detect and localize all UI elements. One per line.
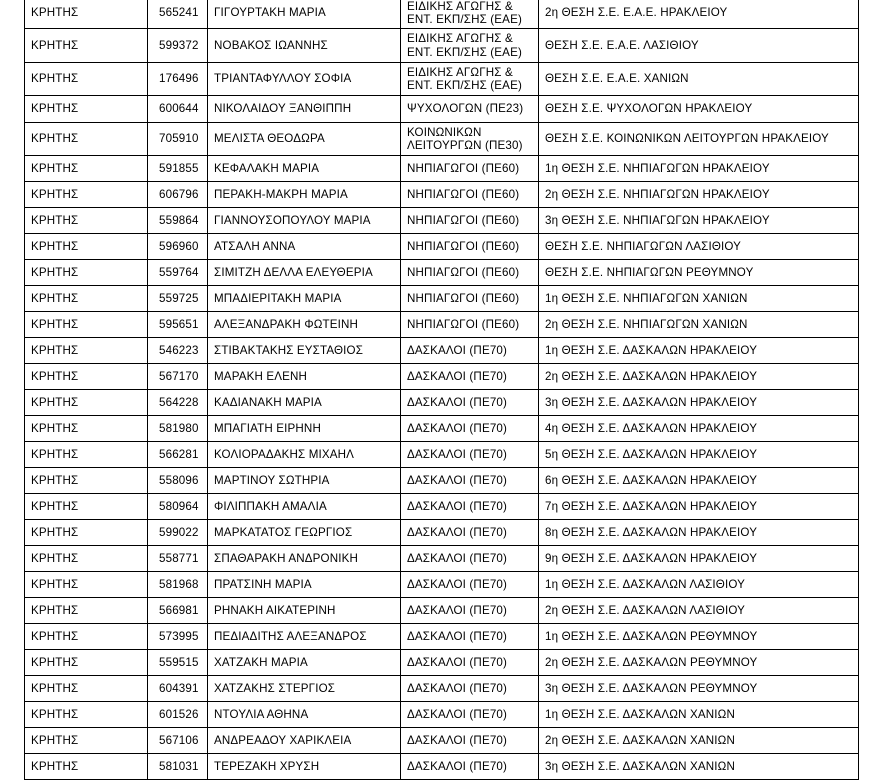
- name-cell: ΣΠΑΘΑΡΑΚΗ ΑΝΔΡΟΝΙΚΗ: [208, 546, 401, 572]
- code-cell: 599372: [148, 29, 208, 63]
- specialty-cell: ΝΗΠΙΑΓΩΓΟΙ (ΠΕ60): [401, 182, 539, 208]
- specialty-cell: ΔΑΣΚΑΛΟΙ (ΠΕ70): [401, 598, 539, 624]
- table-row: [25, 494, 859, 520]
- specialty-cell: ΝΗΠΙΑΓΩΓΟΙ (ΠΕ60): [401, 234, 539, 260]
- position-cell: ΘΕΣΗ Σ.Ε. ΝΗΠΙΑΓΩΓΩΝ ΛΑΣΙΘΙΟΥ: [539, 234, 859, 260]
- table-row: [25, 234, 859, 260]
- position-cell: 3η ΘΕΣΗ Σ.Ε. ΔΑΣΚΑΛΩΝ ΗΡΑΚΛΕΙΟΥ: [539, 390, 859, 416]
- specialty-cell: ΕΙΔΙΚΗΣ ΑΓΩΓΗΣ & ΕΝΤ. ΕΚΠ/ΣΗΣ (ΕΑΕ): [401, 0, 539, 29]
- table-row: [25, 572, 859, 598]
- table-row: [25, 312, 859, 338]
- code-cell: 581031: [148, 754, 208, 780]
- table-row: [25, 390, 859, 416]
- specialty-cell: ΔΑΣΚΑΛΟΙ (ΠΕ70): [401, 390, 539, 416]
- name-cell: ΝΟΒΑΚΟΣ ΙΩΑΝΝΗΣ: [208, 29, 401, 63]
- specialty-cell: ΔΑΣΚΑΛΟΙ (ΠΕ70): [401, 702, 539, 728]
- position-cell: ΘΕΣΗ Σ.Ε. Ε.Α.Ε. ΛΑΣΙΘΙΟΥ: [539, 29, 859, 63]
- region-cell: ΚΡΗΤΗΣ: [25, 468, 148, 494]
- code-cell: 573995: [148, 624, 208, 650]
- position-cell: 2η ΘΕΣΗ Σ.Ε. ΔΑΣΚΑΛΩΝ ΗΡΑΚΛΕΙΟΥ: [539, 364, 859, 390]
- table-row: [25, 702, 859, 728]
- code-cell: 604391: [148, 676, 208, 702]
- position-cell: 3η ΘΕΣΗ Σ.Ε. ΔΑΣΚΑΛΩΝ ΡΕΘΥΜΝΟΥ: [539, 676, 859, 702]
- region-cell: ΚΡΗΤΗΣ: [25, 208, 148, 234]
- region-cell: ΚΡΗΤΗΣ: [25, 676, 148, 702]
- specialty-cell: ΔΑΣΚΑΛΟΙ (ΠΕ70): [401, 338, 539, 364]
- specialty-cell: ΔΑΣΚΑΛΟΙ (ΠΕ70): [401, 572, 539, 598]
- code-cell: 606796: [148, 182, 208, 208]
- specialty-cell: ΝΗΠΙΑΓΩΓΟΙ (ΠΕ60): [401, 312, 539, 338]
- code-cell: 559515: [148, 650, 208, 676]
- specialty-cell: ΔΑΣΚΑΛΟΙ (ΠΕ70): [401, 494, 539, 520]
- region-cell: ΚΡΗΤΗΣ: [25, 624, 148, 650]
- specialty-cell: ΕΙΔΙΚΗΣ ΑΓΩΓΗΣ & ΕΝΤ. ΕΚΠ/ΣΗΣ (ΕΑΕ): [401, 63, 539, 96]
- position-cell: 6η ΘΕΣΗ Σ.Ε. ΔΑΣΚΑΛΩΝ ΗΡΑΚΛΕΙΟΥ: [539, 468, 859, 494]
- position-cell: 2η ΘΕΣΗ Σ.Ε. ΔΑΣΚΑΛΩΝ ΡΕΘΥΜΝΟΥ: [539, 650, 859, 676]
- position-cell: 2η ΘΕΣΗ Σ.Ε. ΝΗΠΙΑΓΩΓΩΝ ΧΑΝΙΩΝ: [539, 312, 859, 338]
- specialty-cell: ΔΑΣΚΑΛΟΙ (ΠΕ70): [401, 546, 539, 572]
- code-cell: 546223: [148, 338, 208, 364]
- position-cell: 2η ΘΕΣΗ Σ.Ε. Ε.Α.Ε. ΗΡΑΚΛΕΙΟΥ: [539, 0, 859, 29]
- position-cell: 4η ΘΕΣΗ Σ.Ε. ΔΑΣΚΑΛΩΝ ΗΡΑΚΛΕΙΟΥ: [539, 416, 859, 442]
- code-cell: 565241: [148, 0, 208, 29]
- specialty-cell: ΝΗΠΙΑΓΩΓΟΙ (ΠΕ60): [401, 260, 539, 286]
- name-cell: ΑΛΕΞΑΝΔΡΑΚΗ ΦΩΤΕΙΝΗ: [208, 312, 401, 338]
- code-cell: 595651: [148, 312, 208, 338]
- specialty-cell: ΔΑΣΚΑΛΟΙ (ΠΕ70): [401, 728, 539, 754]
- code-cell: 566981: [148, 598, 208, 624]
- specialty-cell: ΔΑΣΚΑΛΟΙ (ΠΕ70): [401, 520, 539, 546]
- position-cell: 2η ΘΕΣΗ Σ.Ε. ΝΗΠΙΑΓΩΓΩΝ ΗΡΑΚΛΕΙΟΥ: [539, 182, 859, 208]
- code-cell: 600644: [148, 96, 208, 123]
- position-cell: 7η ΘΕΣΗ Σ.Ε. ΔΑΣΚΑΛΩΝ ΗΡΑΚΛΕΙΟΥ: [539, 494, 859, 520]
- table-row: [25, 0, 859, 29]
- table-row: [25, 676, 859, 702]
- table-row: [25, 29, 859, 63]
- table-row: [25, 624, 859, 650]
- region-cell: ΚΡΗΤΗΣ: [25, 260, 148, 286]
- specialty-cell: ΔΑΣΚΑΛΟΙ (ΠΕ70): [401, 650, 539, 676]
- name-cell: ΝΤΟΥΛΙΑ ΑΘΗΝΑ: [208, 702, 401, 728]
- specialty-cell: ΨΥΧΟΛΟΓΩΝ (ΠΕ23): [401, 96, 539, 123]
- name-cell: ΚΟΛΙΟΡΑΔΑΚΗΣ ΜΙΧΑΗΛ: [208, 442, 401, 468]
- name-cell: ΜΑΡΚΑΤΑΤΟΣ ΓΕΩΡΓΙΟΣ: [208, 520, 401, 546]
- position-cell: 3η ΘΕΣΗ Σ.Ε. ΝΗΠΙΑΓΩΓΩΝ ΗΡΑΚΛΕΙΟΥ: [539, 208, 859, 234]
- position-cell: ΘΕΣΗ Σ.Ε. ΚΟΙΝΩΝΙΚΩΝ ΛΕΙΤΟΥΡΓΩΝ ΗΡΑΚΛΕΙΟΥ: [539, 123, 859, 156]
- code-cell: 567170: [148, 364, 208, 390]
- name-cell: ΤΡΙΑΝΤΑΦΥΛΛΟΥ ΣΟΦΙΑ: [208, 63, 401, 96]
- table-row: [25, 123, 859, 156]
- name-cell: ΜΑΡΑΚΗ ΕΛΕΝΗ: [208, 364, 401, 390]
- code-cell: 559725: [148, 286, 208, 312]
- specialty-cell: ΔΑΣΚΑΛΟΙ (ΠΕ70): [401, 468, 539, 494]
- region-cell: ΚΡΗΤΗΣ: [25, 234, 148, 260]
- position-cell: 1η ΘΕΣΗ Σ.Ε. ΔΑΣΚΑΛΩΝ ΧΑΝΙΩΝ: [539, 702, 859, 728]
- specialty-cell: ΝΗΠΙΑΓΩΓΟΙ (ΠΕ60): [401, 156, 539, 182]
- code-cell: 581980: [148, 416, 208, 442]
- region-cell: ΚΡΗΤΗΣ: [25, 650, 148, 676]
- code-cell: 559764: [148, 260, 208, 286]
- region-cell: ΚΡΗΤΗΣ: [25, 123, 148, 156]
- position-cell: 1η ΘΕΣΗ Σ.Ε. ΔΑΣΚΑΛΩΝ ΛΑΣΙΘΙΟΥ: [539, 572, 859, 598]
- table-row: [25, 546, 859, 572]
- code-cell: 596960: [148, 234, 208, 260]
- region-cell: ΚΡΗΤΗΣ: [25, 312, 148, 338]
- region-cell: ΚΡΗΤΗΣ: [25, 702, 148, 728]
- specialty-cell: ΔΑΣΚΑΛΟΙ (ΠΕ70): [401, 624, 539, 650]
- name-cell: ΜΑΡΤΙΝΟΥ ΣΩΤΗΡΙΑ: [208, 468, 401, 494]
- position-cell: 3η ΘΕΣΗ Σ.Ε. ΔΑΣΚΑΛΩΝ ΧΑΝΙΩΝ: [539, 754, 859, 780]
- code-cell: 591855: [148, 156, 208, 182]
- region-cell: ΚΡΗΤΗΣ: [25, 182, 148, 208]
- table-row: [25, 364, 859, 390]
- name-cell: ΧΑΤΖΑΚΗΣ ΣΤΕΡΓΙΟΣ: [208, 676, 401, 702]
- specialty-cell: ΔΑΣΚΑΛΟΙ (ΠΕ70): [401, 754, 539, 780]
- region-cell: ΚΡΗΤΗΣ: [25, 29, 148, 63]
- name-cell: ΧΑΤΖΑΚΗ ΜΑΡΙΑ: [208, 650, 401, 676]
- name-cell: ΑΝΔΡΕΑΔΟΥ ΧΑΡΙΚΛΕΙΑ: [208, 728, 401, 754]
- region-cell: ΚΡΗΤΗΣ: [25, 338, 148, 364]
- name-cell: ΚΑΔΙΑΝΑΚΗ ΜΑΡΙΑ: [208, 390, 401, 416]
- assignments-table: [24, 0, 859, 780]
- table-row: [25, 598, 859, 624]
- table-row: [25, 650, 859, 676]
- name-cell: ΓΙΑΝΝΟΥΣΟΠΟΥΛΟΥ ΜΑΡΙΑ: [208, 208, 401, 234]
- table-row: [25, 442, 859, 468]
- name-cell: ΦΙΛΙΠΠΑΚΗ ΑΜΑΛΙΑ: [208, 494, 401, 520]
- position-cell: 1η ΘΕΣΗ Σ.Ε. ΔΑΣΚΑΛΩΝ ΡΕΘΥΜΝΟΥ: [539, 624, 859, 650]
- name-cell: ΜΠΑΔΙΕΡΙΤΑΚΗ ΜΑΡΙΑ: [208, 286, 401, 312]
- table-row: [25, 416, 859, 442]
- position-cell: ΘΕΣΗ Σ.Ε. ΨΥΧΟΛΟΓΩΝ ΗΡΑΚΛΕΙΟΥ: [539, 96, 859, 123]
- table-row: [25, 63, 859, 96]
- name-cell: ΤΕΡΕΖΑΚΗ ΧΡΥΣΗ: [208, 754, 401, 780]
- region-cell: ΚΡΗΤΗΣ: [25, 286, 148, 312]
- name-cell: ΣΤΙΒΑΚΤΑΚΗΣ ΕΥΣΤΑΘΙΟΣ: [208, 338, 401, 364]
- region-cell: ΚΡΗΤΗΣ: [25, 156, 148, 182]
- specialty-cell: ΕΙΔΙΚΗΣ ΑΓΩΓΗΣ & ΕΝΤ. ΕΚΠ/ΣΗΣ (ΕΑΕ): [401, 29, 539, 63]
- table-row: [25, 96, 859, 123]
- code-cell: 599022: [148, 520, 208, 546]
- region-cell: ΚΡΗΤΗΣ: [25, 572, 148, 598]
- table-row: [25, 260, 859, 286]
- position-cell: 9η ΘΕΣΗ Σ.Ε. ΔΑΣΚΑΛΩΝ ΗΡΑΚΛΕΙΟΥ: [539, 546, 859, 572]
- code-cell: 705910: [148, 123, 208, 156]
- code-cell: 176496: [148, 63, 208, 96]
- region-cell: ΚΡΗΤΗΣ: [25, 416, 148, 442]
- region-cell: ΚΡΗΤΗΣ: [25, 728, 148, 754]
- code-cell: 564228: [148, 390, 208, 416]
- code-cell: 559864: [148, 208, 208, 234]
- name-cell: ΓΙΓΟΥΡΤΑΚΗ ΜΑΡΙΑ: [208, 0, 401, 29]
- region-cell: ΚΡΗΤΗΣ: [25, 546, 148, 572]
- position-cell: 1η ΘΕΣΗ Σ.Ε. ΝΗΠΙΑΓΩΓΩΝ ΧΑΝΙΩΝ: [539, 286, 859, 312]
- region-cell: ΚΡΗΤΗΣ: [25, 598, 148, 624]
- region-cell: ΚΡΗΤΗΣ: [25, 442, 148, 468]
- table-row: [25, 182, 859, 208]
- code-cell: 567106: [148, 728, 208, 754]
- specialty-cell: ΔΑΣΚΑΛΟΙ (ΠΕ70): [401, 676, 539, 702]
- table-row: [25, 468, 859, 494]
- table-row: [25, 754, 859, 780]
- region-cell: ΚΡΗΤΗΣ: [25, 390, 148, 416]
- position-cell: ΘΕΣΗ Σ.Ε. Ε.Α.Ε. ΧΑΝΙΩΝ: [539, 63, 859, 96]
- code-cell: 558096: [148, 468, 208, 494]
- position-cell: 8η ΘΕΣΗ Σ.Ε. ΔΑΣΚΑΛΩΝ ΗΡΑΚΛΕΙΟΥ: [539, 520, 859, 546]
- name-cell: ΠΡΑΤΣΙΝΗ ΜΑΡΙΑ: [208, 572, 401, 598]
- name-cell: ΠΕΡΑΚΗ-ΜΑΚΡΗ ΜΑΡΙΑ: [208, 182, 401, 208]
- region-cell: ΚΡΗΤΗΣ: [25, 63, 148, 96]
- name-cell: ΝΙΚΟΛΑΙΔΟΥ ΞΑΝΘΙΠΠΗ: [208, 96, 401, 123]
- region-cell: ΚΡΗΤΗΣ: [25, 520, 148, 546]
- table-row: [25, 338, 859, 364]
- specialty-cell: ΝΗΠΙΑΓΩΓΟΙ (ΠΕ60): [401, 208, 539, 234]
- name-cell: ΣΙΜΙΤΖΗ ΔΕΛΛΑ ΕΛΕΥΘΕΡΙΑ: [208, 260, 401, 286]
- code-cell: 581968: [148, 572, 208, 598]
- specialty-cell: ΔΑΣΚΑΛΟΙ (ΠΕ70): [401, 416, 539, 442]
- position-cell: 5η ΘΕΣΗ Σ.Ε. ΔΑΣΚΑΛΩΝ ΗΡΑΚΛΕΙΟΥ: [539, 442, 859, 468]
- region-cell: ΚΡΗΤΗΣ: [25, 0, 148, 29]
- name-cell: ΜΕΛΙΣΤΑ ΘΕΟΔΩΡΑ: [208, 123, 401, 156]
- position-cell: 1η ΘΕΣΗ Σ.Ε. ΝΗΠΙΑΓΩΓΩΝ ΗΡΑΚΛΕΙΟΥ: [539, 156, 859, 182]
- position-cell: 2η ΘΕΣΗ Σ.Ε. ΔΑΣΚΑΛΩΝ ΛΑΣΙΘΙΟΥ: [539, 598, 859, 624]
- region-cell: ΚΡΗΤΗΣ: [25, 96, 148, 123]
- specialty-cell: ΔΑΣΚΑΛΟΙ (ΠΕ70): [401, 442, 539, 468]
- code-cell: 580964: [148, 494, 208, 520]
- region-cell: ΚΡΗΤΗΣ: [25, 364, 148, 390]
- position-cell: ΘΕΣΗ Σ.Ε. ΝΗΠΙΑΓΩΓΩΝ ΡΕΘΥΜΝΟΥ: [539, 260, 859, 286]
- table-row: [25, 156, 859, 182]
- region-cell: ΚΡΗΤΗΣ: [25, 754, 148, 780]
- name-cell: ΡΗΝΑΚΗ ΑΙΚΑΤΕΡΙΝΗ: [208, 598, 401, 624]
- position-cell: 2η ΘΕΣΗ Σ.Ε. ΔΑΣΚΑΛΩΝ ΧΑΝΙΩΝ: [539, 728, 859, 754]
- table-row: [25, 728, 859, 754]
- table-row: [25, 520, 859, 546]
- table-body: [25, 0, 859, 780]
- name-cell: ΠΕΔΙΑΔΙΤΗΣ ΑΛΕΞΑΝΔΡΟΣ: [208, 624, 401, 650]
- code-cell: 558771: [148, 546, 208, 572]
- position-cell: 1η ΘΕΣΗ Σ.Ε. ΔΑΣΚΑΛΩΝ ΗΡΑΚΛΕΙΟΥ: [539, 338, 859, 364]
- specialty-cell: ΝΗΠΙΑΓΩΓΟΙ (ΠΕ60): [401, 286, 539, 312]
- name-cell: ΚΕΦΑΛΑΚΗ ΜΑΡΙΑ: [208, 156, 401, 182]
- name-cell: ΜΠΑΓΙΑΤΗ ΕΙΡΗΝΗ: [208, 416, 401, 442]
- code-cell: 601526: [148, 702, 208, 728]
- specialty-cell: ΚΟΙΝΩΝΙΚΩΝ ΛΕΙΤΟΥΡΓΩΝ (ΠΕ30): [401, 123, 539, 156]
- region-cell: ΚΡΗΤΗΣ: [25, 494, 148, 520]
- specialty-cell: ΔΑΣΚΑΛΟΙ (ΠΕ70): [401, 364, 539, 390]
- table-row: [25, 286, 859, 312]
- table-row: [25, 208, 859, 234]
- code-cell: 566281: [148, 442, 208, 468]
- name-cell: ΑΤΣΑΛΗ ΑΝΝΑ: [208, 234, 401, 260]
